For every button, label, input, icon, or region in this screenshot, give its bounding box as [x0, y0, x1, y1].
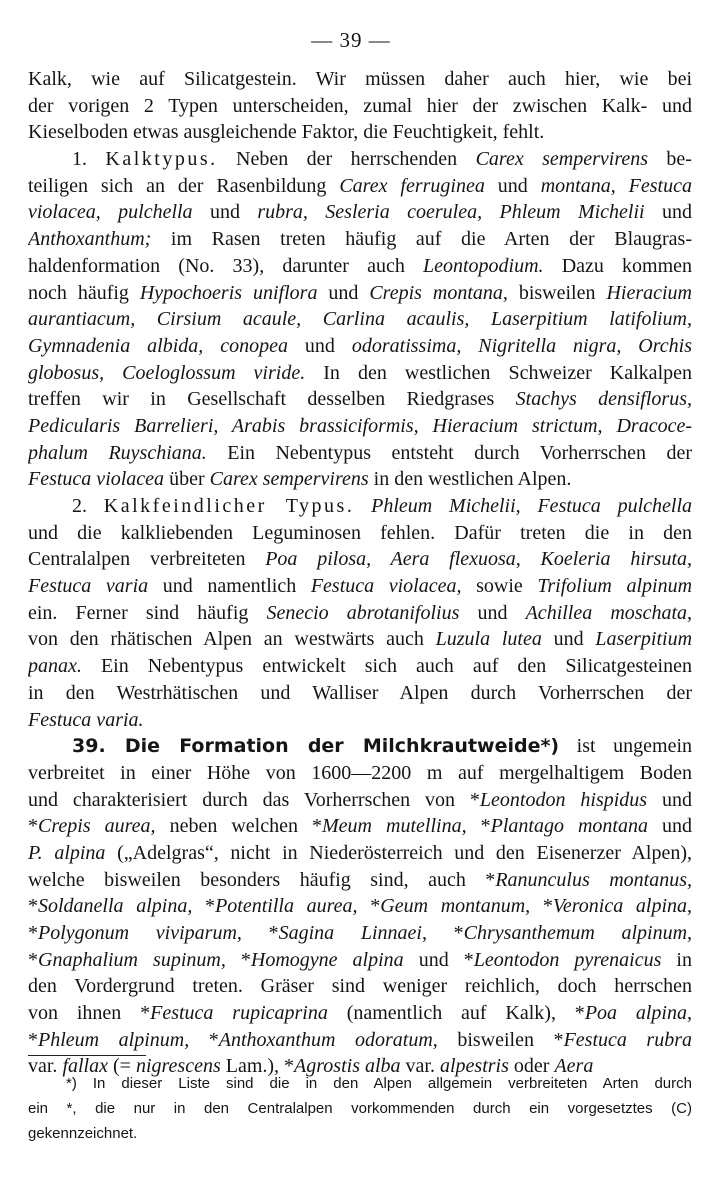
- species-name: Meum mutellina,: [322, 815, 467, 838]
- text-run: und die kalkliebenden Leguminosen fehlen. Dafür treten die in den: [28, 521, 692, 544]
- species-name: Veronica alpina,: [552, 895, 692, 918]
- text-run: in den Westrhätischen und Walliser Alpen durch Vorherrschen der: [28, 681, 692, 704]
- text-line: [28, 306, 692, 333]
- text-run: („Adelgras“, nicht in Niederösterreich und den Eisenerzer Alpen),: [105, 841, 692, 864]
- text-run: Dazu kommen: [543, 254, 692, 277]
- text-line: [28, 66, 692, 93]
- species-name: Phleum Michelii, Festuca pulchella: [371, 495, 692, 517]
- text-line: [28, 920, 692, 947]
- text-run: (=: [107, 1055, 136, 1078]
- text-run: in den westlichen Alpen.: [368, 468, 572, 491]
- species-name: Agrostis alba: [294, 1055, 401, 1078]
- text-run: 2.: [72, 495, 104, 517]
- species-name: fallax: [62, 1055, 108, 1078]
- text-line: [28, 413, 692, 440]
- footnote-divider: [28, 1055, 146, 1056]
- text-run: Lam.), *: [220, 1055, 295, 1078]
- text-line: [28, 787, 692, 814]
- text-run: von den rhätischen Alpen an westwärts auch: [28, 628, 436, 651]
- text-run: Neben der herrschenden: [217, 148, 476, 171]
- text-run: *: [192, 895, 216, 918]
- section-heading: 39. Die Formation der Milchkrautweide*): [72, 735, 560, 758]
- text-run: und: [192, 201, 258, 224]
- footnote-line: gekennzeichnet.: [28, 1125, 138, 1142]
- species-name: Sagina Linnaei,: [278, 922, 427, 944]
- text-line: [28, 733, 692, 760]
- text-line: [28, 840, 692, 867]
- text-run: Centralalpen verbreiteten: [28, 548, 266, 571]
- text-run: *: [28, 1028, 38, 1051]
- species-name: Phleum alpinum,: [38, 1028, 190, 1051]
- species-name: Carex sempervirens: [475, 148, 649, 171]
- species-name: Hypochoeris uniflora: [139, 281, 318, 304]
- text-line: [28, 680, 692, 707]
- species-name: Soldanella alpina,: [38, 895, 193, 918]
- text-run: *: [28, 948, 38, 971]
- text-run: im Rasen treten häufig auf die Arten der Blaugras-: [151, 228, 692, 251]
- species-name: Carex sempervirens: [209, 468, 369, 491]
- species-name: Luzula lutea: [435, 628, 542, 651]
- footnote-line: *) In dieser Liste sind die in den Alpen allgemein verbreiteten Arten durch: [66, 1075, 692, 1092]
- species-name: Festuca rupicaprina: [150, 1002, 328, 1025]
- text-run: ein. Ferner sind häufig: [28, 601, 267, 624]
- text-run: 1.: [72, 148, 106, 171]
- text-run: treffen wir in Gesellschaft desselben Riedgrases: [28, 388, 516, 411]
- species-name: Trifolium alpinum: [537, 575, 692, 598]
- text-line: [28, 119, 692, 146]
- species-name: Gymnadenia albida, conopea: [28, 334, 288, 357]
- species-name: rubra, Sesleria coerulea, Phleum Michelii: [257, 201, 645, 224]
- text-run: var.: [400, 1055, 440, 1078]
- text-line: [28, 520, 692, 547]
- text-run: *: [426, 922, 464, 944]
- species-name: Festuca varia.: [28, 708, 144, 731]
- text-line: [28, 893, 692, 920]
- text-run: und charakterisiert durch das Vorherrschen von *: [28, 788, 480, 811]
- text-line: [28, 386, 692, 413]
- species-name: Ranunculus montanus,: [495, 868, 692, 891]
- text-run: (namentlich auf Kalk), *: [327, 1002, 585, 1025]
- text-line: [28, 760, 692, 787]
- text-line: [28, 493, 692, 520]
- text-run: Kalktypus.: [105, 148, 218, 171]
- text-line: [28, 1000, 692, 1027]
- text-run: [354, 495, 371, 517]
- species-name: Carex ferruginea: [339, 174, 485, 197]
- text-run: Kalk, wie auf Silicatgestein. Wir müssen daher auch hier, wie bei: [28, 68, 692, 90]
- text-run: *: [466, 815, 491, 838]
- text-run: verbreitet in einer Höhe von 1600—2200 m auf mergelhaltigem Boden: [28, 761, 692, 784]
- body-text: [28, 66, 692, 1080]
- species-name: nigrescens: [135, 1055, 221, 1078]
- species-name: Plantago montana: [490, 815, 648, 838]
- text-line: [28, 226, 692, 253]
- text-run: be-: [648, 148, 692, 171]
- text-run: und: [484, 174, 541, 197]
- text-run: var.: [28, 1055, 63, 1078]
- text-run: von ihnen *: [28, 1002, 151, 1025]
- text-line: [28, 360, 692, 387]
- species-name: odoratissima, Nigritella nigra, Orchis: [351, 334, 692, 357]
- species-name: phalum Ruyschiana.: [28, 441, 207, 464]
- species-name: panax.: [28, 655, 82, 678]
- species-name: Laserpitium: [595, 628, 692, 651]
- text-run: über: [164, 468, 210, 491]
- species-name: Festuca violacea: [28, 468, 165, 491]
- text-line: [28, 333, 692, 360]
- species-name: Stachys densiflorus,: [515, 388, 692, 411]
- text-line: [28, 867, 692, 894]
- text-line: [28, 546, 692, 573]
- species-name: Senecio abrotanifolius: [266, 601, 460, 624]
- species-name: violacea, pulchella: [28, 201, 193, 224]
- species-name: Polygonum viviparum,: [38, 922, 242, 944]
- species-name: Gnaphalium supinum,: [38, 948, 226, 971]
- species-name: aurantiacum, Cirsium acaule, Carlina acaulis, Laserpitium latifolium,: [28, 308, 692, 331]
- text-run: und namentlich: [148, 575, 311, 598]
- text-run: Ein Nebentypus entwickelt sich auch auf den Silicatgesteinen: [81, 655, 692, 678]
- text-run: in: [661, 948, 692, 971]
- text-line: [28, 600, 692, 627]
- page-number: — 39 —: [311, 28, 391, 52]
- text-run: den Vordergrund treten. Gräser sind weniger reichlich, doch herrschen: [28, 975, 692, 998]
- species-name: Festuca violacea,: [310, 575, 462, 598]
- text-run: ist ungemein: [559, 735, 692, 758]
- species-name: Leontodon hispidus: [479, 788, 648, 811]
- species-name: Leontodon pyrenaicus: [473, 948, 662, 971]
- text-run: und: [317, 281, 370, 304]
- text-run: sowie: [461, 575, 538, 598]
- text-run: und *: [403, 948, 474, 971]
- text-run: und: [459, 601, 526, 624]
- species-name: Crepis montana,: [369, 281, 508, 304]
- text-run: und: [647, 788, 692, 811]
- text-run: *: [225, 948, 251, 971]
- text-run: Kieselboden etwas ausgleichende Faktor, die Feuchtigkeit, fehlt.: [28, 121, 545, 144]
- species-name: P. alpina: [28, 841, 106, 864]
- text-line: [28, 199, 692, 226]
- text-line: [28, 813, 692, 840]
- text-line: [28, 253, 692, 280]
- text-run: bisweilen: [507, 281, 607, 304]
- species-name: Achillea moschata,: [525, 601, 692, 624]
- species-name: globosus, Coeloglossum viride.: [28, 361, 306, 384]
- text-run: oder: [508, 1055, 555, 1078]
- text-run: neben welchen *: [155, 815, 323, 838]
- text-line: [28, 573, 692, 600]
- text-run: der vorigen 2 Typen unterscheiden, zumal hier der zwischen Kalk- und: [28, 94, 692, 117]
- species-name: Festuca rubra: [563, 1028, 692, 1051]
- footnote-line: ein *, die nur in den Centralalpen vorkommenden durch ein vorgesetztes (C): [28, 1100, 692, 1117]
- species-name: Pedicularis Barrelieri, Arabis brassiciformis, Hieracium strictum, Dracoce-: [28, 414, 692, 437]
- species-name: Poa pilosa, Aera flexuosa, Koeleria hirsuta,: [265, 548, 692, 571]
- text-run: noch häufig: [28, 281, 140, 304]
- text-run: *: [28, 895, 38, 918]
- species-name: Aera: [554, 1055, 594, 1078]
- footnote: [28, 1071, 692, 1146]
- text-line: [28, 146, 692, 173]
- text-run: teiligen sich an der Rasenbildung: [28, 174, 340, 197]
- species-name: Homogyne alpina: [250, 948, 404, 971]
- text-line: [28, 653, 692, 680]
- text-run: Kalkfeindlicher Typus.: [103, 495, 355, 517]
- text-run: bisweilen *: [437, 1028, 564, 1051]
- text-run: und: [644, 201, 692, 224]
- species-name: alpestris: [439, 1055, 509, 1078]
- text-line: [28, 93, 692, 120]
- text-run: *: [357, 895, 381, 918]
- text-line: [28, 707, 692, 734]
- text-run: welche bisweilen besonders häufig sind, auch *: [28, 868, 496, 891]
- text-line: [28, 466, 692, 493]
- text-run: *: [28, 815, 38, 838]
- species-name: Anthoxanthum odoratum,: [218, 1028, 438, 1051]
- species-name: Poa alpina,: [584, 1002, 692, 1025]
- text-run: *: [189, 1028, 219, 1051]
- text-run: *: [530, 895, 553, 918]
- species-name: montana, Festuca: [540, 174, 692, 197]
- species-name: Festuca varia: [28, 575, 149, 598]
- text-run: und: [647, 815, 692, 838]
- text-line: [28, 626, 692, 653]
- species-name: Geum montanum,: [380, 895, 531, 918]
- species-name: Crepis aurea,: [38, 815, 156, 838]
- species-name: Anthoxanthum;: [28, 228, 152, 251]
- text-run: *: [241, 922, 279, 944]
- species-name: Hieracium: [606, 281, 692, 304]
- text-run: und: [541, 628, 596, 651]
- text-line: [28, 440, 692, 467]
- text-run: haldenformation (No. 33), darunter auch: [28, 254, 423, 277]
- text-line: [28, 173, 692, 200]
- text-run: In den westlichen Schweizer Kalkalpen: [305, 361, 692, 384]
- text-line: [28, 1027, 692, 1054]
- species-name: Leontopodium.: [423, 254, 544, 277]
- text-line: [28, 280, 692, 307]
- text-run: und: [287, 334, 352, 357]
- text-line: [28, 973, 692, 1000]
- text-run: Ein Nebentypus entsteht durch Vorherrschen der: [206, 441, 692, 464]
- text-run: *: [28, 922, 38, 944]
- species-name: Potentilla aurea,: [215, 895, 358, 918]
- text-line: [28, 947, 692, 974]
- species-name: Chrysanthemum alpinum,: [463, 922, 692, 944]
